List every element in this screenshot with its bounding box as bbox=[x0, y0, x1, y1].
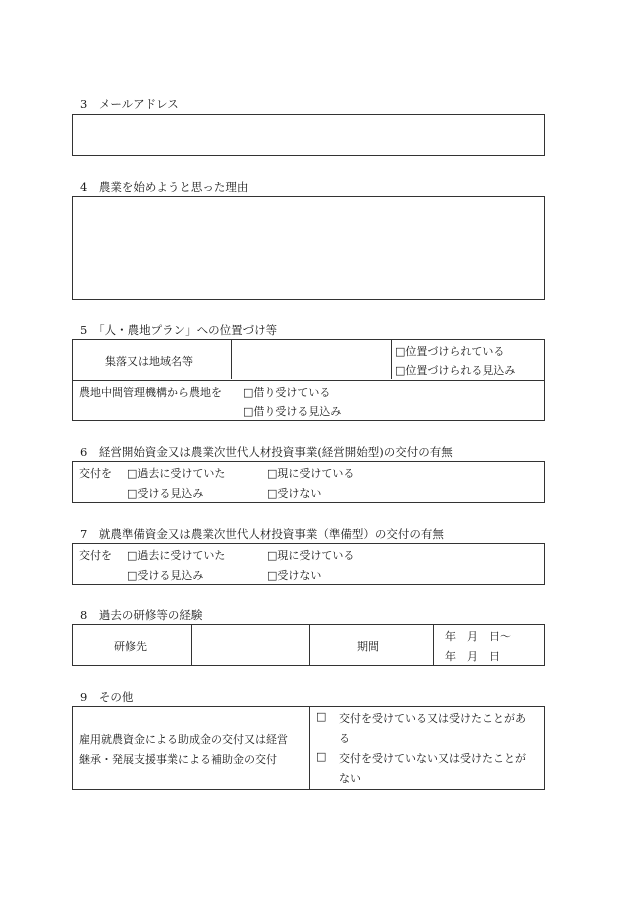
training-place-label: 研修先 bbox=[114, 640, 147, 653]
section-6-heading: 6 経営開始資金又は農業次世代人材投資事業(経営開始型)の交付の有無 bbox=[80, 445, 453, 459]
col-divider bbox=[391, 340, 392, 379]
checkbox-9-not-received[interactable]: □ bbox=[316, 750, 327, 763]
col-divider bbox=[231, 340, 232, 379]
option-not-received-line1: 交付を受けていない又は受けたことが bbox=[339, 752, 526, 765]
training-table bbox=[72, 624, 545, 666]
funding-7-box bbox=[72, 543, 545, 585]
row-divider bbox=[73, 380, 544, 381]
email-field[interactable] bbox=[72, 114, 545, 156]
period-from[interactable]: 年 月 日〜 bbox=[445, 630, 511, 643]
section-9-heading: 9 その他 bbox=[80, 690, 134, 704]
col-divider bbox=[309, 707, 310, 789]
checkbox-7-current[interactable]: □現に受けている bbox=[267, 549, 355, 562]
checkbox-9-received[interactable]: □ bbox=[316, 710, 327, 723]
funding-6-label: 交付を bbox=[79, 467, 112, 480]
checkbox-6-past[interactable]: □過去に受けていた bbox=[127, 467, 226, 480]
funding-7-label: 交付を bbox=[79, 549, 112, 562]
section-3-heading: 3 メールアドレス bbox=[80, 97, 179, 111]
checkbox-7-none[interactable]: □受けない bbox=[267, 569, 322, 582]
checkbox-to-be-positioned[interactable]: □位置づけられる見込み bbox=[395, 364, 516, 377]
option-received-line1: 交付を受けている又は受けたことがあ bbox=[339, 712, 526, 725]
checkbox-positioned[interactable]: □位置づけられている bbox=[395, 345, 505, 358]
farmland-label: 農地中間管理機構から農地を bbox=[79, 386, 222, 399]
plan-table bbox=[72, 339, 545, 421]
checkbox-6-none[interactable]: □受けない bbox=[267, 487, 322, 500]
checkbox-7-past[interactable]: □過去に受けていた bbox=[127, 549, 226, 562]
checkbox-7-expected[interactable]: □受ける見込み bbox=[127, 569, 204, 582]
other-table bbox=[72, 706, 545, 790]
subsidy-label-line2: 継承・発展支援事業による補助金の交付 bbox=[79, 753, 277, 766]
checkbox-borrowing[interactable]: □借り受けている bbox=[243, 386, 331, 399]
checkbox-will-borrow[interactable]: □借り受ける見込み bbox=[243, 405, 342, 418]
option-received-line2: る bbox=[339, 732, 350, 745]
col-divider bbox=[433, 625, 434, 665]
option-not-received-line2: ない bbox=[339, 772, 361, 785]
area-name-input[interactable] bbox=[233, 341, 389, 379]
training-place-input[interactable] bbox=[193, 626, 307, 664]
funding-6-box bbox=[72, 461, 545, 503]
reason-field[interactable] bbox=[72, 196, 545, 300]
section-4-heading: 4 農業を始めようと思った理由 bbox=[80, 180, 249, 194]
section-8-heading: 8 過去の研修等の経験 bbox=[80, 608, 203, 622]
period-to[interactable]: 年 月 日 bbox=[445, 650, 500, 663]
section-5-heading: 5 「人・農地プラン」への位置づけ等 bbox=[80, 323, 278, 337]
checkbox-6-current[interactable]: □現に受けている bbox=[267, 467, 355, 480]
col-divider bbox=[309, 625, 310, 665]
col-divider bbox=[191, 625, 192, 665]
checkbox-6-expected[interactable]: □受ける見込み bbox=[127, 487, 204, 500]
area-label: 集落又は地域名等 bbox=[105, 355, 193, 368]
period-label: 期間 bbox=[357, 640, 379, 653]
subsidy-label-line1: 雇用就農資金による助成金の交付又は経営 bbox=[79, 733, 288, 746]
section-7-heading: 7 就農準備資金又は農業次世代人材投資事業（準備型）の交付の有無 bbox=[80, 527, 444, 541]
